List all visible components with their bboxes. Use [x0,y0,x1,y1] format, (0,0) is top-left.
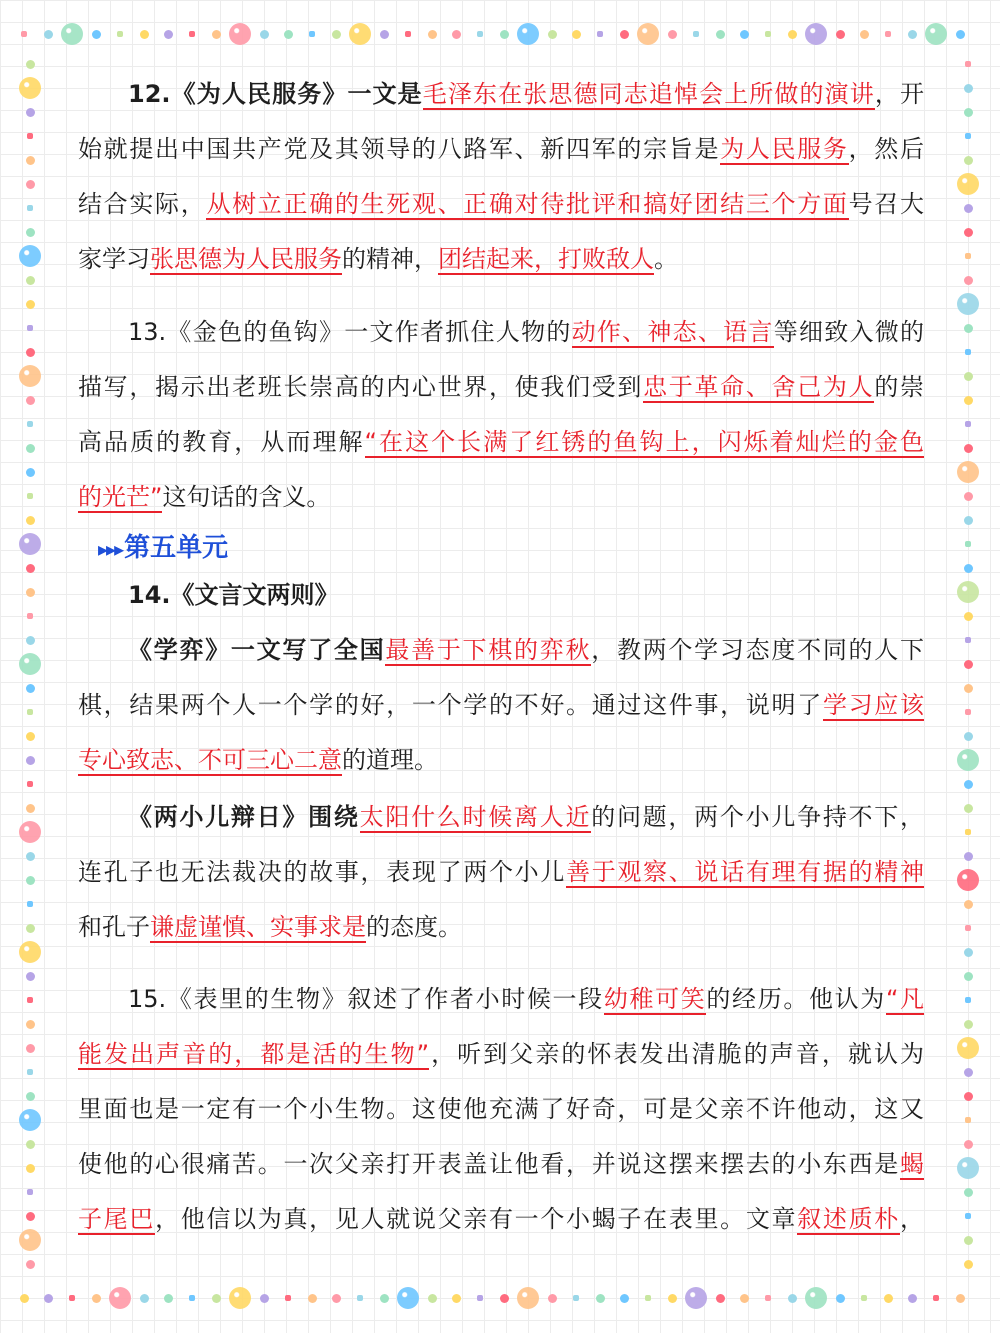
section-14-p1-line-3 [78,740,924,780]
border-dot [964,972,973,981]
border-dot [836,30,845,39]
body-text: 《学弈》一文写了全国 [128,636,386,664]
section-15-title: 15.《表里的生物》叙述了作者小时候一段 [128,985,604,1013]
border-dot [27,997,33,1003]
border-dot [229,1287,251,1309]
border-dot [957,869,979,891]
border-dot [477,1295,483,1301]
border-dot [477,31,483,37]
body-text: 棋，结果两个人一个学的好，一个学的不好。通过这件事，说明了 [78,691,823,719]
border-dot [19,821,41,843]
border-dot [964,1236,973,1245]
border-dot [26,732,35,741]
border-dot [452,1294,461,1303]
border-dot [27,133,33,139]
border-dot [26,1164,35,1173]
border-dot [645,1295,651,1301]
highlight-text: 为人民服务 [720,135,849,163]
border-dot [164,30,173,39]
border-dot [597,31,603,37]
body-text: 《两小儿辩日》围绕 [128,803,360,831]
border-dot [637,23,659,45]
border-dot [26,1092,35,1101]
border-dot [957,1157,979,1179]
border-dot [965,997,971,1003]
body-text: 等细致入微的 [773,318,924,346]
border-dot [933,1295,939,1301]
border-dot [405,31,411,37]
border-dot [44,1294,53,1303]
border-dot [964,492,973,501]
body-text: ，然后 [848,135,924,163]
border-dot [380,1294,389,1303]
body-text: 。 [654,245,678,273]
border-dot [765,1295,771,1301]
border-dot [956,30,965,39]
highlight-text: 子尾巴 [78,1205,156,1233]
border-dot [965,61,971,67]
border-dot [189,31,195,37]
border-dot [27,781,33,787]
border-dot [309,31,315,37]
body-text: ，教两个学习态度不同的人下 [591,636,924,664]
border-dot [964,684,973,693]
border-dot [26,924,35,933]
border-dot [884,1294,893,1303]
triple-arrow-icon: ▸▸▸ [98,537,123,561]
border-dot [964,900,973,909]
border-dot [964,660,973,669]
border-dot [212,1294,221,1303]
border-dot [964,564,973,573]
border-dot [19,941,41,963]
border-dot [716,30,725,39]
border-dot [26,348,35,357]
highlight-text: 张思德为人民服务 [150,245,342,273]
border-dot [693,31,699,37]
unit-title: 第五单元 [124,533,229,563]
section-13-line-2 [78,367,924,407]
border-dot [964,1188,973,1197]
border-dot [26,1140,35,1149]
border-dot [26,300,35,309]
border-dot [965,541,971,547]
border-dot [164,1294,173,1303]
border-dot [788,1294,797,1303]
border-dot [964,1260,973,1269]
border-dot [740,1294,749,1303]
border-dot [189,1295,195,1301]
section-14-p1-line-1 [128,630,924,670]
section-15-line-3 [78,1089,924,1129]
border-dot [548,30,557,39]
border-dot [965,133,971,139]
border-dot [26,1260,35,1269]
border-dot [965,637,971,643]
border-dot [668,1294,677,1303]
border-dot [964,84,973,93]
border-dot [349,23,371,45]
border-dot [965,349,971,355]
border-dot [957,749,979,771]
highlight-text: 学习应该 [822,691,924,719]
border-dot [965,421,971,427]
border-dot [332,1294,341,1303]
body-text: 描写，揭示出老班长崇高的内心世界，使我们受到 [78,373,644,401]
highlight-text: 太阳什么时候离人近 [359,803,592,831]
border-dot [716,1294,725,1303]
border-dot [964,276,973,285]
border-dot [965,829,971,835]
border-dot [26,756,35,765]
section-15-line-4 [78,1144,924,1184]
border-dot [964,444,973,453]
border-dot [397,1287,419,1309]
border-dot [740,30,749,39]
body-text: 始就提出中国共产党及其领导的八路军、新四军的宗旨是 [78,135,721,163]
border-dot [548,1294,557,1303]
section-15-line-1 [128,979,924,1019]
body-text: 家学习 [78,245,150,273]
border-dot [965,925,971,931]
section-12-line-3 [78,184,924,224]
border-dot [27,1189,33,1195]
border-dot [885,31,891,37]
border-dot [957,581,979,603]
border-dot [26,852,35,861]
body-text: 和孔子 [78,913,150,941]
border-dot [965,253,971,259]
border-dot [964,948,973,957]
body-text: 的问题，两个小儿争持不下， [591,803,924,831]
border-dot [19,365,41,387]
border-dot [596,1294,605,1303]
border-dot [965,709,971,715]
border-dot [26,564,35,573]
border-dot [965,1213,971,1219]
border-dot [260,30,269,39]
border-dot [92,1294,101,1303]
border-dot [140,1294,149,1303]
highlight-text: 动作、神态、语言 [571,318,774,346]
border-dot [964,108,973,117]
border-dot [964,852,973,861]
body-text: 使他的心很痛苦。一次父亲打开表盖让他看，并说这摆来摆去的小东西是 [78,1150,900,1178]
section-12-line-4 [78,239,924,279]
border-dot [26,108,35,117]
border-dot [452,30,461,39]
border-dot [27,325,33,331]
highlight-text: 的光芒” [78,483,163,511]
border-dot [140,30,149,39]
body-text: 的态度。 [366,913,462,941]
highlight-text: 蝎 [900,1150,924,1178]
border-dot [26,276,35,285]
section-13-line-3 [78,422,924,462]
section-12-line-2 [78,129,924,169]
body-text: ，开 [874,80,924,108]
border-dot [925,23,947,45]
highlight-text: 从树立正确的生死观、正确对待批评和搞好团结三个方面 [206,190,849,218]
border-dot [964,780,973,789]
border-dot [957,173,979,195]
section-13-title: 13.《金色的鱼钩》一文作者抓住人物的 [128,318,572,346]
border-dot [573,1295,579,1301]
border-dot [26,588,35,597]
border-dot [19,533,41,555]
border-dot [964,372,973,381]
border-dot [964,1020,973,1029]
border-dot [964,204,973,213]
border-dot [27,613,33,619]
body-text: 的精神， [342,245,438,273]
border-dot [964,156,973,165]
border-dot [908,1294,917,1303]
border-dot [765,31,771,37]
highlight-text: 幼稚可笑 [603,985,707,1013]
border-dot [860,30,869,39]
body-text: 连孔子也无法裁决的故事，表现了两个小儿 [78,858,567,886]
highlight-text: 谦虚谨慎、实事求是 [150,913,366,941]
border-dot [26,228,35,237]
section-12-line-1 [128,74,924,114]
border-dot [92,30,101,39]
highlight-text: 专心致志、不可三心二意 [78,746,342,774]
border-dot [964,732,973,741]
border-dot [836,1294,845,1303]
section-14-p2-line-1 [128,797,924,837]
border-dot [19,1109,41,1131]
border-dot [964,1140,973,1149]
highlight-text: 能发出声音的，都是活的生物” [78,1040,430,1068]
highlight-text: 最善于下棋的弈秋 [385,636,592,664]
border-dot [26,684,35,693]
border-dot [27,205,33,211]
border-dot [332,30,341,39]
border-dot [27,1069,33,1075]
body-text: 的崇 [874,373,924,401]
border-dot [26,516,35,525]
border-dot [965,1117,971,1123]
border-dot [964,324,973,333]
border-dot [788,30,797,39]
highlight-text: 善于观察、说话有理有据的精神 [566,858,924,886]
border-dot [117,31,123,37]
border-dot [964,612,973,621]
unit-heading [98,528,228,568]
border-dot [27,709,33,715]
highlight-text: 团结起来，打败敌人 [438,245,654,273]
border-dot [26,156,35,165]
border-dot [109,1287,131,1309]
border-dot [26,1020,35,1029]
border-dot [517,23,539,45]
highlight-text: 叙述质朴 [797,1205,900,1233]
border-dot [27,421,33,427]
border-dot [61,23,83,45]
section-14-title: 14.《文言文两则》 [128,581,339,609]
border-dot [19,653,41,675]
border-dot [957,293,979,315]
border-dot [964,228,973,237]
border-dot [620,30,629,39]
border-dot [20,1294,29,1303]
body-text: 的经历。他认为 [706,985,886,1013]
border-dot [805,23,827,45]
border-dot [229,23,251,45]
border-dot [26,468,35,477]
body-text: ，听到父亲的怀表发出清脆的声音，就认为 [429,1040,924,1068]
highlight-text: 忠于革命、舍己为人 [643,373,875,401]
border-dot [21,31,27,37]
border-dot [69,1295,75,1301]
border-dot [357,1295,363,1301]
border-dot [428,1294,437,1303]
border-dot [620,1294,629,1303]
body-text: 高品质的教育，从而理解 [78,428,365,456]
border-dot [26,396,35,405]
border-dot [26,804,35,813]
border-dot [380,30,389,39]
border-dot [908,30,917,39]
border-dot [964,1092,973,1101]
border-dot [26,636,35,645]
body-text: 这句话的含义。 [162,483,331,511]
border-dot [517,1287,539,1309]
border-dot [308,1294,317,1303]
highlight-text: 毛泽东在张思德同志追悼会上所做的演讲 [422,80,875,108]
border-dot [26,444,35,453]
highlight-text: “凡 [885,985,924,1013]
border-dot [284,30,293,39]
body-text: ，他信以为真，见人就说父亲有一个小蝎子在表里。文章 [155,1205,798,1233]
border-dot [500,1294,509,1303]
body-text: ， [900,1205,924,1233]
border-dot [19,245,41,267]
border-dot [428,30,437,39]
border-dot [26,1212,35,1221]
section-13-line-4 [78,477,924,517]
border-dot [26,180,35,189]
body-text: 里面也是一定有一个小生物。这使他充满了好奇，可是父亲不许他动，这又 [78,1095,924,1123]
border-dot [964,516,973,525]
border-dot [964,804,973,813]
body-text: 结合实际， [78,190,207,218]
border-dot [685,1287,707,1309]
border-dot [957,461,979,483]
border-dot [572,30,581,39]
border-dot [964,396,973,405]
border-dot [805,1287,827,1309]
border-dot [212,30,221,39]
section-13-line-1 [128,312,924,352]
border-dot [956,1294,965,1303]
highlight-text: “在这个长满了红锈的鱼钩上，闪烁着灿烂的金色 [364,428,924,456]
border-dot [26,876,35,885]
body-text: 号召大 [848,190,924,218]
section-15-line-2 [78,1034,924,1074]
border-dot [957,1037,979,1059]
section-14-p2-line-3 [78,907,924,947]
section-12-title: 12.《为人民服务》一文是 [128,80,423,108]
border-dot [19,1229,41,1251]
border-dot [27,901,33,907]
border-dot [861,1295,867,1301]
border-dot [27,493,33,499]
border-dot [260,1294,269,1303]
section-14-p2-line-2 [78,852,924,892]
section-15-line-5 [78,1199,924,1239]
border-dot [26,60,35,69]
border-dot [668,30,677,39]
section-14-p1-line-2 [78,685,924,725]
border-dot [19,77,41,99]
border-dot [964,1068,973,1077]
border-dot [285,1295,291,1301]
body-text: 的道理。 [342,746,438,774]
border-dot [26,972,35,981]
border-dot [26,1044,35,1053]
border-dot [44,30,53,39]
border-dot [500,30,509,39]
